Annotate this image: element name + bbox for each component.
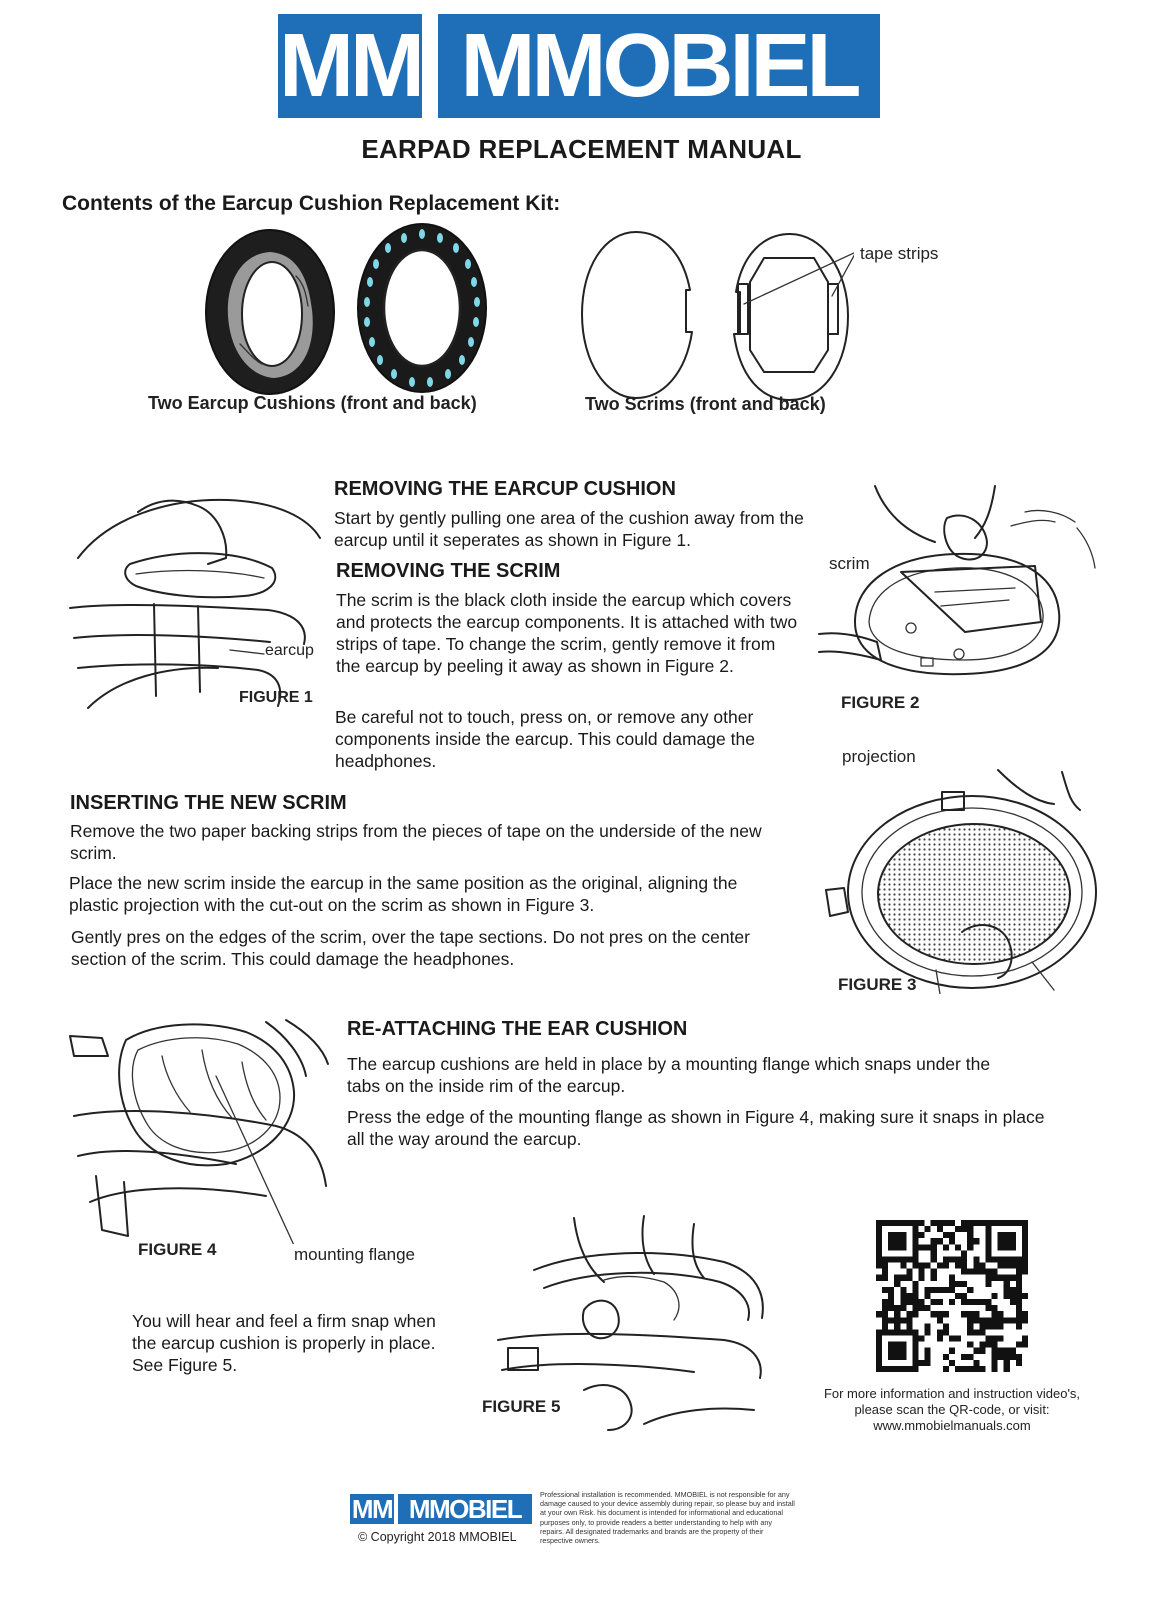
figure-3-label: FIGURE 3 (838, 975, 917, 994)
footer-logo-wordmark (398, 1494, 532, 1524)
cushions-caption: Two Earcup Cushions (front and back) (148, 393, 477, 413)
tape-strips-label: tape strips (860, 244, 939, 263)
removing-scrim-text-2: Be careful not to touch, press on, or remove any other components inside the earcup. This could damage the headphones. (335, 707, 755, 771)
qr-url-link[interactable]: www.mmobielmanuals.com (873, 1418, 1031, 1433)
figure-1-illustration (58, 478, 328, 718)
earcup-label: earcup (265, 642, 314, 659)
removing-cushion-text: Start by gently pulling one area of the cushion away from the earcup until it seperates as shown in Figure 1. (334, 508, 804, 550)
removing-scrim-heading: REMOVING THE SCRIM (336, 560, 561, 582)
figure-4-label: FIGURE 4 (138, 1240, 217, 1259)
figure-5-label: FIGURE 5 (482, 1397, 561, 1416)
figure-4-illustration (66, 1016, 336, 1244)
reattaching-text-1: The earcup cushions are held in place by a mounting flange which snaps under the tabs on the inside rim of the earcup. (347, 1054, 991, 1096)
footer-logo-mark-text: MM (351, 1493, 393, 1524)
scrims-caption: Two Scrims (front and back) (585, 394, 826, 414)
removing-cushion-heading: REMOVING THE EARCUP CUSHION (334, 478, 676, 500)
scrim-back-illustration (724, 230, 854, 405)
brand-logo-wordmark (438, 14, 880, 118)
removing-scrim-text-1: The scrim is the black cloth inside the earcup which covers and protects the earcup components. It is attached with two strips of tape. To change the scrim, gently remove it from the earcup by peeling it away as shown in Figure 2. (336, 590, 798, 676)
reattaching-text-2: Press the edge of the mounting flange as shown in Figure 4, making sure it snaps in place all the way around the earcup. (347, 1107, 1045, 1149)
footer-logo-mark (350, 1494, 394, 1524)
page-title: EARPAD REPLACEMENT MANUAL (361, 134, 802, 164)
inserting-scrim-text-1: Remove the two paper backing strips from the pieces of tape on the underside of the new scrim. (70, 821, 762, 863)
inserting-scrim-heading: INSERTING THE NEW SCRIM (70, 792, 347, 814)
inserting-scrim-text-2: Place the new scrim inside the earcup in the same position as the original, aligning the plastic projection with the cut-out on the scrim as shown in Figure 3. (69, 873, 738, 915)
copyright-text: © Copyright 2018 MMOBIEL (358, 1530, 517, 1544)
reattaching-heading: RE-ATTACHING THE EAR CUSHION (347, 1018, 688, 1040)
cushion-front-illustration (200, 224, 340, 399)
qr-info-line-2: please scan the QR-code, or visit: (854, 1402, 1050, 1417)
figure-2-illustration (815, 482, 1105, 682)
cushion-back-illustration (352, 216, 492, 396)
qr-info-line-1: For more information and instruction video's, (823, 1386, 1081, 1401)
disclaimer-text: Professional installation is recommended. MMOBIEL is not responsible for any damage caused to your device assembly during repair, so please buy and install at your own Risk. his document is intended for informational and educational purposes only, to provide readers a better understanding to help with any repairs. All designated trademarks and brands are the property of their respective owners. (540, 1490, 795, 1546)
inserting-scrim-text-3: Gently pres on the edges of the scrim, over the tape sections. Do not pres on the center section of the scrim. This could damage the headphones. (71, 927, 750, 969)
figure-2-label: FIGURE 2 (841, 693, 920, 712)
figure-1-label: FIGURE 1 (239, 689, 313, 706)
brand-logo-mark-text: MM (279, 15, 421, 116)
brand-logo-mark (278, 14, 422, 118)
mounting-flange-label: mounting flange (294, 1245, 415, 1264)
footer-logo-word-text: MMOBIEL (408, 1493, 522, 1524)
figure-3-illustration (822, 762, 1120, 994)
kit-heading: Contents of the Earcup Cushion Replacement Kit: (62, 192, 561, 215)
scrim-label: scrim (829, 554, 870, 573)
scrim-front-illustration (578, 228, 700, 403)
brand-logo-word-text: MMOBIEL (460, 15, 858, 116)
reattaching-text-3: You will hear and feel a firm snap when the earcup cushion is properly in place. See Figure 5. (132, 1311, 436, 1375)
qr-code-icon[interactable] (876, 1220, 1028, 1372)
projection-label: projection (842, 747, 916, 766)
qr-info (814, 1386, 1090, 1434)
